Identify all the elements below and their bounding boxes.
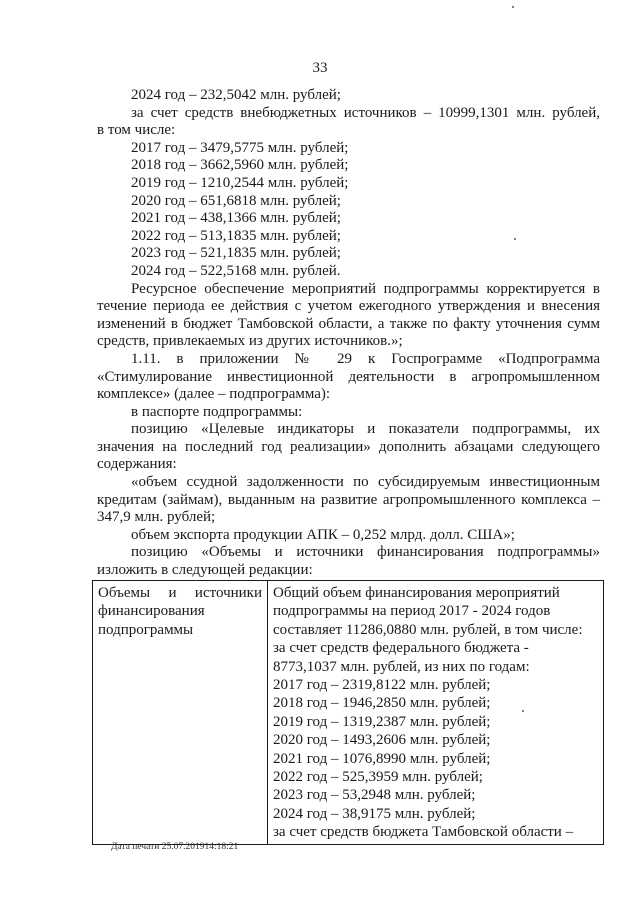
scan-speck — [522, 710, 524, 712]
table-detail-line: 2019 год – 1319,2387 млн. рублей; — [273, 713, 491, 730]
text-line: 1.11. в приложении № 29 к Госпрограмме «Подпрограмма — [131, 350, 600, 367]
financing-table-row — [93, 581, 604, 845]
text-line: позицию «Целевые индикаторы и показатели подпрограммы, их — [131, 421, 600, 438]
text-line: кредитам (займам), выданным на развитие агропромышленного комплекса – — [97, 491, 600, 508]
table-detail-line: подпрограммы на период 2017 - 2024 годов — [273, 603, 551, 620]
table-detail-line: составляет 11286,0880 млн. рублей, в том числе: — [273, 621, 583, 638]
text-line: «объем ссудной задолженности по субсидируемым инвестиционным — [131, 474, 600, 491]
table-detail-line: 2021 год – 1076,8990 млн. рублей; — [273, 750, 491, 767]
text-line: средств, привлекаемых из других источников.»; — [97, 333, 403, 350]
scan-speck — [512, 6, 514, 8]
table-heading-line: Объемы и источники — [98, 585, 262, 601]
table-heading-line: финансирования — [98, 603, 205, 620]
text-line: изменений в бюджет Тамбовской области, а также по факту уточнения сумм — [97, 315, 600, 332]
table-detail-line: 2017 год – 2319,8122 млн. рублей; — [273, 676, 491, 693]
print-date-footer: Дата печати 25.07.201914:18:21 — [111, 842, 239, 852]
text-line: в том числе: — [97, 122, 176, 139]
text-line: 2023 год – 521,1835 млн. рублей; — [131, 245, 341, 262]
table-detail-line: 2022 год – 525,3959 млн. рублей; — [273, 768, 483, 785]
text-line: значения на последний год реализации» дополнить абзацами следующего — [97, 438, 600, 455]
table-cell-heading — [93, 581, 268, 845]
table-detail-line: за счет средств федерального бюджета - — [273, 640, 529, 657]
table-detail-line: 2023 год – 53,2948 млн. рублей; — [273, 787, 476, 804]
text-line: Ресурсное обеспечение мероприятий подпрограммы корректируется в — [131, 280, 600, 297]
table-detail-line: за счет средств бюджета Тамбовской области – — [273, 824, 574, 841]
text-line: содержания: — [97, 456, 177, 473]
scan-speck — [514, 238, 516, 240]
text-line: за счет средств внебюджетных источников – 10999,1301 млн. рублей, — [131, 104, 600, 121]
table-detail-line: Общий объем финансирования мероприятий — [273, 585, 560, 601]
text-line: 2021 год – 438,1366 млн. рублей; — [131, 210, 341, 227]
table-detail-line: 2018 год – 1946,2850 млн. рублей; — [273, 695, 491, 712]
text-line: 2024 год – 232,5042 млн. рублей; — [131, 87, 341, 103]
text-line: комплексе» (далее – подпрограмма): — [97, 386, 331, 403]
text-line: 2022 год – 513,1835 млн. рублей; — [131, 227, 341, 244]
text-line: 2018 год – 3662,5960 млн. рублей; — [131, 157, 349, 174]
table-detail-line: 2024 год – 38,9175 млн. рублей; — [273, 805, 476, 822]
text-line: 2024 год – 522,5168 млн. рублей. — [131, 262, 341, 279]
body-text — [97, 87, 600, 580]
table-heading-line: подпрограммы — [98, 621, 194, 638]
text-line: 347,9 млн. рублей; — [97, 509, 216, 526]
text-line: 2020 год – 651,6818 млн. рублей; — [131, 192, 341, 209]
text-line: позицию «Объемы и источники финансирования подпрограммы» — [131, 544, 600, 561]
table-cell-financing-details — [268, 581, 604, 845]
text-line: объем экспорта продукции АПК – 0,252 млрд. долл. США»; — [131, 526, 515, 543]
financing-table — [92, 580, 604, 845]
table-detail-line: 2020 год – 1493,2606 млн. рублей; — [273, 732, 491, 749]
text-line: «Стимулирование инвестиционной деятельности в агропромышленном — [97, 368, 600, 385]
text-line: изложить в следующей редакции: — [97, 562, 313, 579]
page-number: 33 — [312, 60, 328, 76]
text-line: 2017 год – 3479,5775 млн. рублей; — [131, 139, 349, 156]
text-line: 2019 год – 1210,2544 млн. рублей; — [131, 174, 349, 191]
table-detail-line: 8773,1037 млн. рублей, из них по годам: — [273, 658, 530, 675]
text-line: в паспорте подпрограммы: — [131, 403, 303, 420]
text-line: течение периода ее действия с учетом ежегодного утверждения и внесения — [97, 298, 600, 315]
